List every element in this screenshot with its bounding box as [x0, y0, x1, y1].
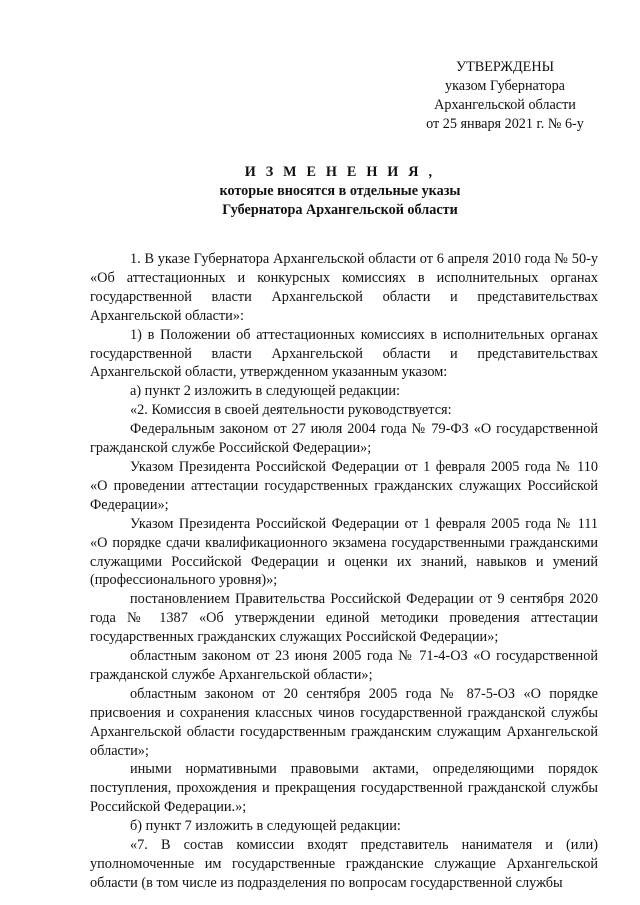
paragraph-2: 1) в Положении об аттестационных комиссиях в исполнительных органах государственной власти Архангельской области и представительствах Архангельской области, утвержденном указанным указом: [90, 326, 598, 381]
paragraph-12: б) пункт 7 изложить в следующей редакции: [130, 818, 401, 835]
title-heading: И З М Е Н Е Н И Я , [244, 164, 436, 180]
document-title [90, 163, 590, 220]
paragraph-8: постановлением Правительства Российской Федерации от 9 сентября 2020 года № 1387 «Об утверждении единой методики проведения аттестации государственных гражданских служащих Российской Федерации»; [90, 591, 598, 646]
title-subtitle-2: Губернатора Архангельской области [222, 202, 458, 218]
paragraph-1: 1. В указе Губернатора Архангельской области от 6 апреля 2010 года № 50-у «Об аттестационных и конкурсных комиссиях в исполнительных органах государственной власти Архангельской области и представительствах Архангельской области»: [90, 251, 598, 324]
paragraph-10: областным законом от 20 сентября 2005 года № 87-5-ОЗ «О порядке присвоения и сохранения классных чинов государственной гражданской службы Архангельской области государственным гражданским служащим Архангельской области»; [90, 685, 598, 759]
approval-line-3: Архангельской области [434, 97, 576, 113]
paragraph-9: областным законом от 23 июня 2005 года № 71-4-ОЗ «О государственной гражданской службе Архангельской области»; [90, 648, 598, 683]
approval-line-1: УТВЕРЖДЕНЫ [456, 59, 554, 75]
document-body [90, 250, 598, 893]
paragraph-3: а) пункт 2 изложить в следующей редакции: [130, 383, 400, 400]
paragraph-6: Указом Президента Российской Федерации от 1 февраля 2005 года № 110 «О проведении аттестации государственных гражданских служащих Российской Федерации»; [90, 458, 598, 513]
approval-line-2: указом Губернатора [445, 78, 565, 94]
paragraph-4: «2. Комиссия в своей деятельности руководствуется: [130, 402, 452, 419]
title-subtitle-1: которые вносятся в отдельные указы [219, 183, 461, 199]
paragraph-13: «7. В состав комиссии входят представитель нанимателя и (или) уполномоченные им государственные гражданские служащие Архангельской области (в том числе из подразделения по вопросам государственной службы [90, 837, 598, 891]
approval-stamp [405, 58, 605, 134]
approval-line-4: от 25 января 2021 г. № 6-у [426, 116, 584, 132]
paragraph-11: иными нормативными правовыми актами, определяющими порядок поступления, прохождения и прекращения государственной гражданской службы Российской Федерации.»; [90, 761, 598, 816]
paragraph-7: Указом Президента Российской Федерации от 1 февраля 2005 года № 111 «О порядке сдачи квалификационного экзамена государственными гражданскими служащими Российской Федерации и оценки их знаний, навыков и умений (профессионального уровня)»; [90, 515, 598, 589]
paragraph-5: Федеральным законом от 27 июля 2004 года № 79-ФЗ «О государственной гражданской службе Российской Федерации»; [90, 421, 598, 457]
